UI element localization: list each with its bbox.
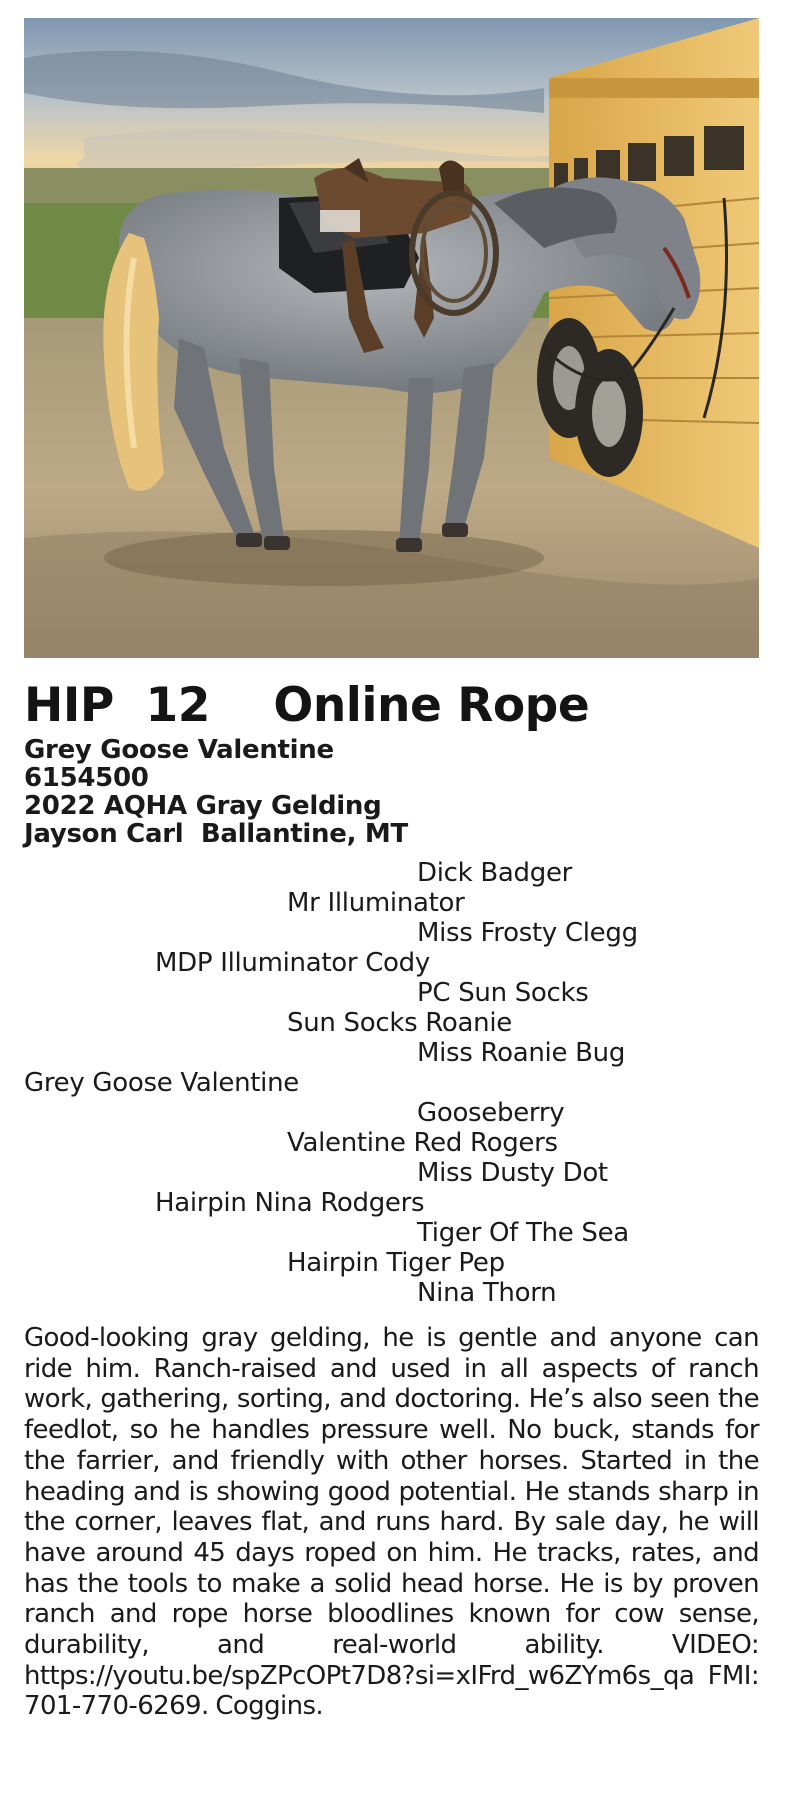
pedigree-dam-dam: Hairpin Tiger Pep [287,1248,505,1278]
horse-photo-art [24,18,759,658]
horse-photo [24,18,759,658]
consignor-line [24,820,764,848]
consignor-location: Ballantine, MT [200,819,408,849]
sale-type: Online Rope [273,678,590,733]
pedigree-dam: Hairpin Nina Rodgers [155,1188,425,1218]
pedigree-sire: MDP Illuminator Cody [155,948,430,978]
horse-name: Grey Goose Valentine [24,735,334,765]
pedigree-dam-sire-dam: Miss Dusty Dot [417,1158,608,1188]
pedigree-dam-dam-sire: Tiger Of The Sea [417,1218,629,1248]
hip-number: HIP 12 [24,678,210,733]
pedigree-horse: Grey Goose Valentine [24,1068,299,1098]
pedigree-dam-sire: Valentine Red Rogers [287,1128,558,1158]
hip-heading [24,680,589,732]
pedigree-sire-dam-dam: Miss Roanie Bug [417,1038,626,1068]
pedigree-sire-sire: Mr Illuminator [287,888,465,918]
pedigree-sire-sire-dam: Miss Frosty Clegg [417,918,638,948]
horse-info [24,736,764,848]
registration-number: 6154500 [24,763,149,793]
pedigree-sire-dam-sire: PC Sun Socks [417,978,589,1008]
horse-description: Good-looking gray gelding, he is gentle and anyone can ride him. Ranch-raised and used in all aspects of ranch work, gathering, sorting, and doctoring. He’s also seen the feedlot, so he handles pressure well. No buck, stands for the farrier, and friendly with other horses. Started in the heading and is showing good potential. He stands sharp in the corner, leaves flat, and runs hard. By sale day, he will have around 45 days roped on him. He tracks, rates, and has the tools to make a solid head horse. He is by proven ranch and rope horse bloodlines known for cow sense, durability, and real-world ability. VIDEO: https://youtu.be/spZPcOPt7D8?si=xIFrd_w6ZYm6s_qa FMI: 701-770-6269. Coggins. [24,1323,759,1722]
horse-details: 2022 AQHA Gray Gelding [24,791,382,821]
pedigree-sire-sire-sire: Dick Badger [417,858,573,888]
pedigree-sire-dam: Sun Socks Roanie [287,1008,512,1038]
pedigree-dam-sire-sire: Gooseberry [417,1098,565,1128]
consignor-name: Jayson Carl [24,819,184,849]
pedigree-dam-dam-dam: Nina Thorn [417,1278,557,1308]
